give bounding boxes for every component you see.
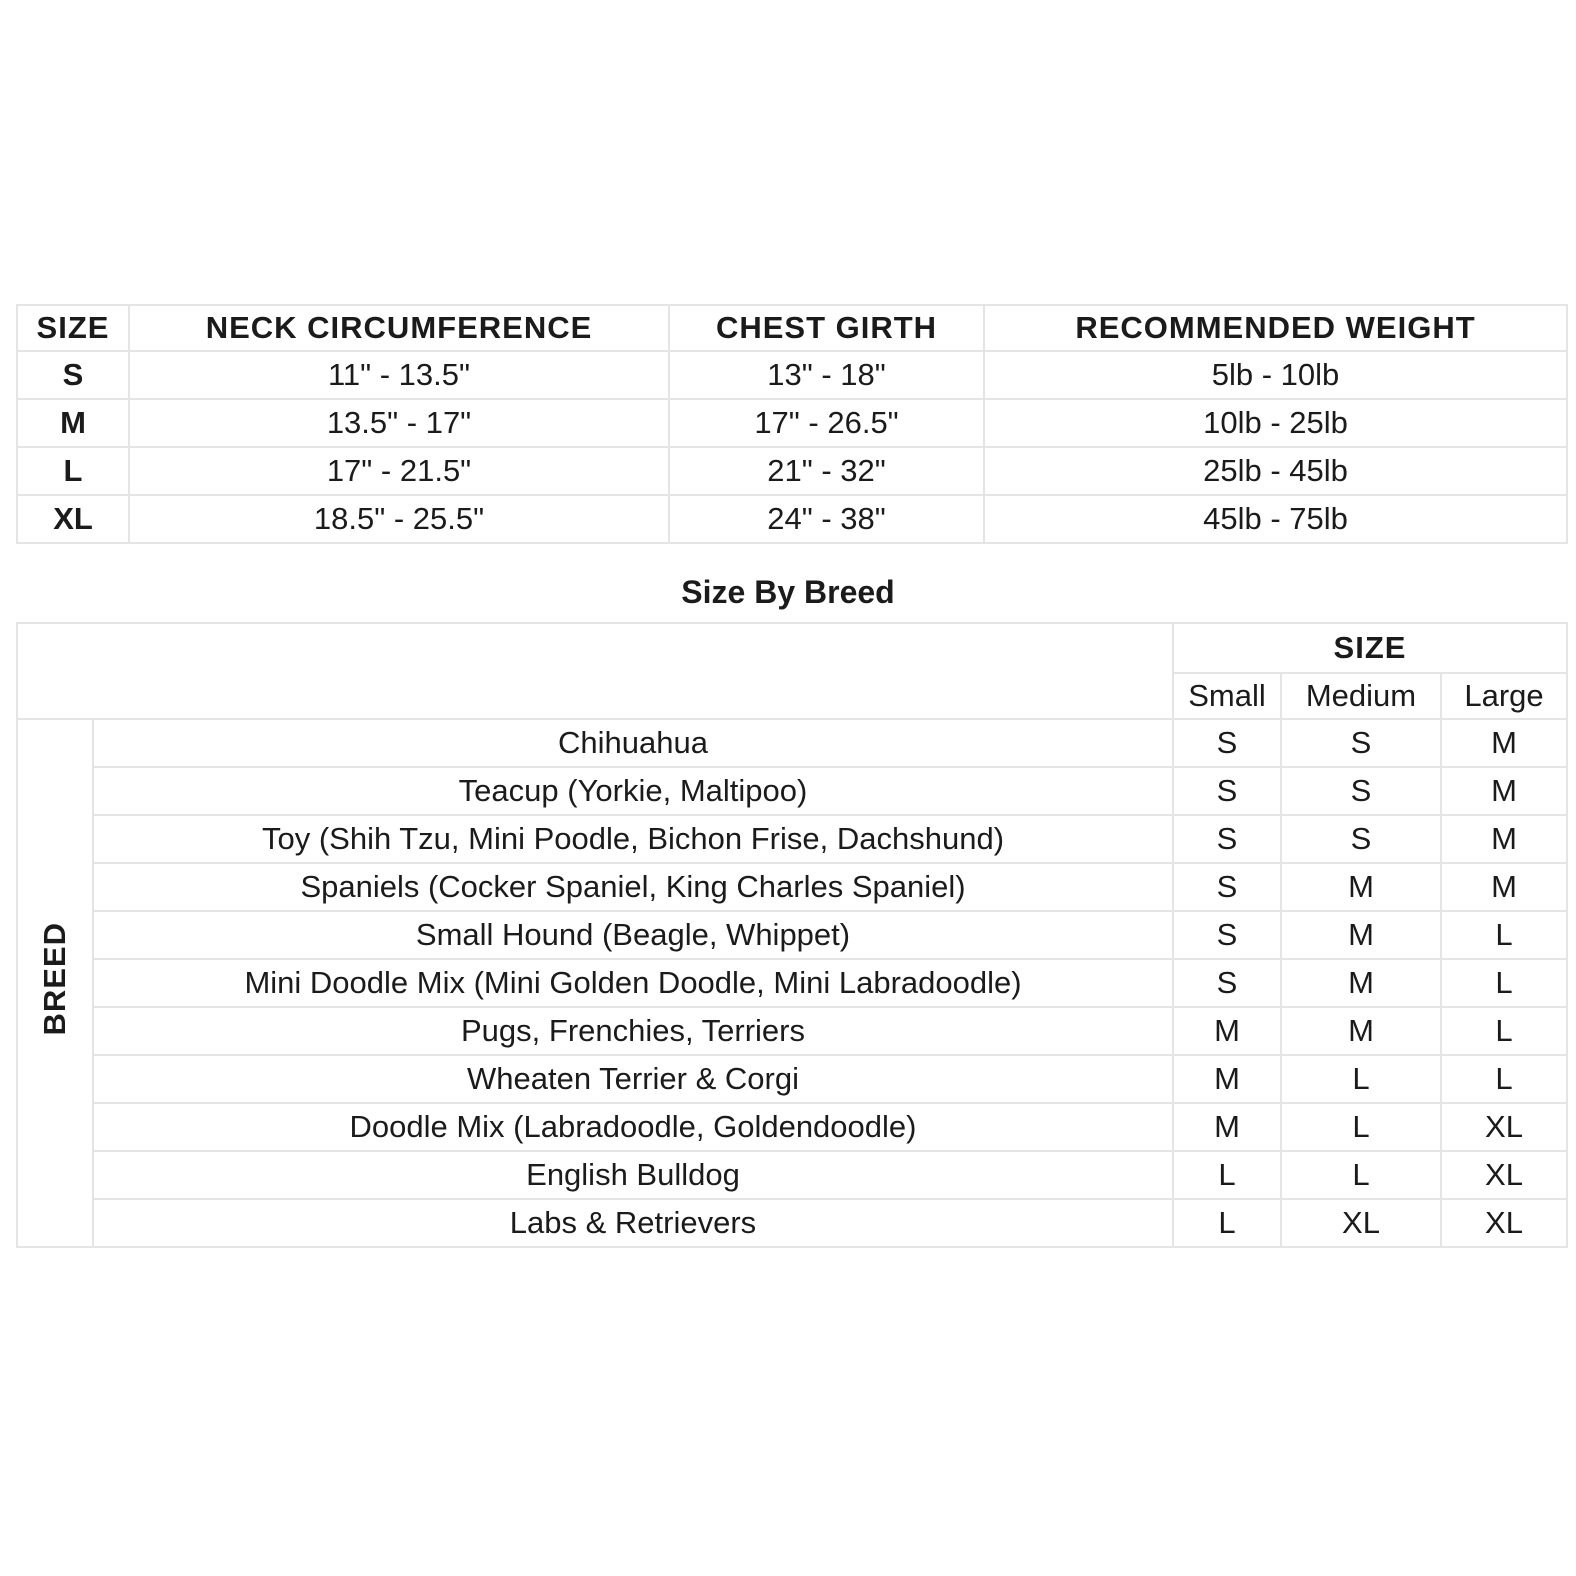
small-column-header: Small <box>1173 673 1281 719</box>
size-label-cell: S <box>17 351 129 399</box>
measurement-row-m <box>17 399 1567 447</box>
measurement-row-s <box>17 351 1567 399</box>
breed-axis-header <box>17 719 93 1247</box>
breed-row-teacup <box>17 767 1567 815</box>
size-large-cell: L <box>1441 959 1567 1007</box>
weight-value-cell: 45lb - 75lb <box>984 495 1567 543</box>
weight-value-cell: 5lb - 10lb <box>984 351 1567 399</box>
breed-name-cell: Wheaten Terrier & Corgi <box>93 1055 1173 1103</box>
weight-value-cell: 10lb - 25lb <box>984 399 1567 447</box>
breed-row-mini-doodle-mix <box>17 959 1567 1007</box>
size-label-cell: XL <box>17 495 129 543</box>
size-small-cell: L <box>1173 1151 1281 1199</box>
corner-empty-cell <box>17 623 1173 719</box>
size-small-cell: M <box>1173 1007 1281 1055</box>
large-column-header: Large <box>1441 673 1567 719</box>
size-small-cell: S <box>1173 815 1281 863</box>
neck-column-header: NECK CIRCUMFERENCE <box>129 305 669 351</box>
breed-row-pugs-frenchies-terriers <box>17 1007 1567 1055</box>
breed-row-toy <box>17 815 1567 863</box>
breed-name-cell: Labs & Retrievers <box>93 1199 1173 1247</box>
size-medium-cell: M <box>1281 1007 1441 1055</box>
size-medium-cell: L <box>1281 1103 1441 1151</box>
measurement-row-l <box>17 447 1567 495</box>
breed-row-small-hound <box>17 911 1567 959</box>
size-medium-cell: S <box>1281 815 1441 863</box>
size-medium-cell: M <box>1281 959 1441 1007</box>
size-medium-cell: L <box>1281 1151 1441 1199</box>
size-small-cell: M <box>1173 1103 1281 1151</box>
breed-row-wheaten-corgi <box>17 1055 1567 1103</box>
size-medium-cell: XL <box>1281 1199 1441 1247</box>
chest-value-cell: 17" - 26.5" <box>669 399 984 447</box>
size-medium-cell: S <box>1281 719 1441 767</box>
breed-name-cell: Mini Doodle Mix (Mini Golden Doodle, Mini Labradoodle) <box>93 959 1173 1007</box>
size-large-cell: L <box>1441 1007 1567 1055</box>
size-small-cell: L <box>1173 1199 1281 1247</box>
breed-name-cell: Small Hound (Beagle, Whippet) <box>93 911 1173 959</box>
size-large-cell: XL <box>1441 1151 1567 1199</box>
size-label-cell: L <box>17 447 129 495</box>
breed-name-cell: Toy (Shih Tzu, Mini Poodle, Bichon Frise, Dachshund) <box>93 815 1173 863</box>
size-medium-cell: M <box>1281 911 1441 959</box>
size-large-cell: M <box>1441 815 1567 863</box>
size-large-cell: XL <box>1441 1199 1567 1247</box>
size-medium-cell: S <box>1281 767 1441 815</box>
measurement-header-row <box>17 305 1567 351</box>
size-small-cell: S <box>1173 863 1281 911</box>
size-small-cell: M <box>1173 1055 1281 1103</box>
weight-value-cell: 25lb - 45lb <box>984 447 1567 495</box>
size-large-cell: M <box>1441 863 1567 911</box>
measurement-size-table <box>16 304 1568 544</box>
neck-value-cell: 17" - 21.5" <box>129 447 669 495</box>
neck-value-cell: 11" - 13.5" <box>129 351 669 399</box>
breed-row-english-bulldog <box>17 1151 1567 1199</box>
size-small-cell: S <box>1173 719 1281 767</box>
breed-row-spaniels <box>17 863 1567 911</box>
breed-name-cell: Pugs, Frenchies, Terriers <box>93 1007 1173 1055</box>
measurement-row-xl <box>17 495 1567 543</box>
weight-column-header: RECOMMENDED WEIGHT <box>984 305 1567 351</box>
chest-value-cell: 13" - 18" <box>669 351 984 399</box>
size-large-cell: XL <box>1441 1103 1567 1151</box>
breed-axis-label: BREED <box>37 922 72 1036</box>
neck-value-cell: 13.5" - 17" <box>129 399 669 447</box>
size-column-header: SIZE <box>17 305 129 351</box>
size-small-cell: S <box>1173 911 1281 959</box>
medium-column-header: Medium <box>1281 673 1441 719</box>
breed-table-group-header-row <box>17 623 1567 673</box>
neck-value-cell: 18.5" - 25.5" <box>129 495 669 543</box>
size-medium-cell: L <box>1281 1055 1441 1103</box>
size-by-breed-title: Size By Breed <box>681 574 895 610</box>
chest-value-cell: 24" - 38" <box>669 495 984 543</box>
breed-name-cell: Teacup (Yorkie, Maltipoo) <box>93 767 1173 815</box>
size-label-cell: M <box>17 399 129 447</box>
size-large-cell: M <box>1441 767 1567 815</box>
size-medium-cell: M <box>1281 863 1441 911</box>
size-small-cell: S <box>1173 767 1281 815</box>
breed-name-cell: Doodle Mix (Labradoodle, Goldendoodle) <box>93 1103 1173 1151</box>
breed-row-doodle-mix <box>17 1103 1567 1151</box>
breed-row-chihuahua <box>17 719 1567 767</box>
chest-column-header: CHEST GIRTH <box>669 305 984 351</box>
breed-name-cell: English Bulldog <box>93 1151 1173 1199</box>
size-by-breed-table <box>16 622 1568 1248</box>
size-group-header: SIZE <box>1173 623 1567 673</box>
size-small-cell: S <box>1173 959 1281 1007</box>
breed-name-cell: Spaniels (Cocker Spaniel, King Charles Spaniel) <box>93 863 1173 911</box>
chest-value-cell: 21" - 32" <box>669 447 984 495</box>
breed-name-cell: Chihuahua <box>93 719 1173 767</box>
size-large-cell: M <box>1441 719 1567 767</box>
size-large-cell: L <box>1441 1055 1567 1103</box>
size-large-cell: L <box>1441 911 1567 959</box>
breed-row-labs-retrievers <box>17 1199 1567 1247</box>
